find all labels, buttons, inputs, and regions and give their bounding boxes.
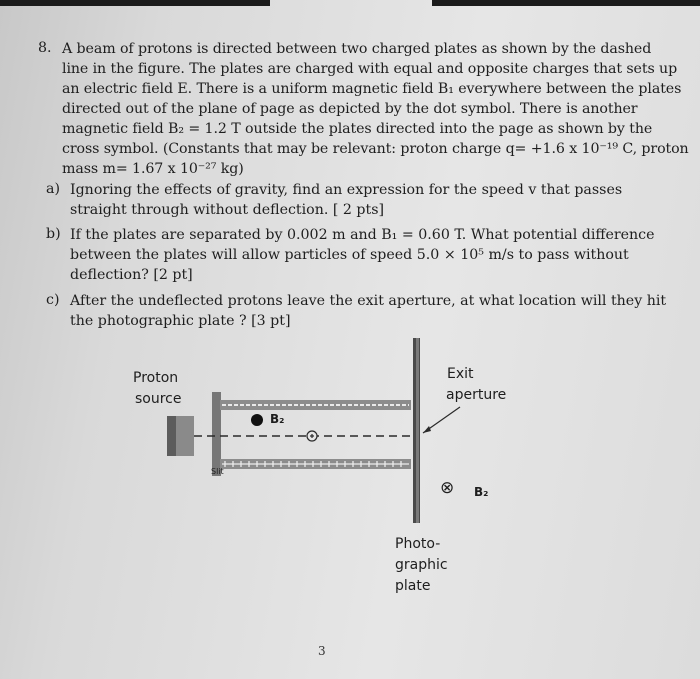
b-field-dot-icon xyxy=(251,414,263,426)
b-field-inside-label: B₂ xyxy=(270,412,285,426)
question-line: A beam of protons is directed between two charged plates as shown by the dashed xyxy=(62,41,652,57)
part-a-label: a) xyxy=(46,181,60,197)
photographic-plate-label-line3: plate xyxy=(395,578,431,594)
proton-source-label-line1: Proton xyxy=(133,370,179,386)
question-line: mass m= 1.67 x 10⁻²⁷ kg) xyxy=(62,161,244,177)
proton-source-label-line2: source xyxy=(135,391,182,407)
part-b-line: between the plates will allow particles of speed 5.0 × 10⁵ m/s to pass without xyxy=(70,247,629,263)
exit-aperture-label-line1: Exit xyxy=(447,366,474,382)
question-line: magnetic field B₂ = 1.2 T outside the plates directed into the page as shown by the xyxy=(62,121,653,137)
part-c-line: After the undeflected protons leave the exit aperture, at what location will they hit xyxy=(70,293,667,309)
question-line: cross symbol. (Constants that may be relevant: proton charge q= +1.6 x 10⁻¹⁹ C, proton xyxy=(62,141,689,157)
b-field-outside-label: B₂ xyxy=(474,485,489,499)
part-c-line: the photographic plate ? [3 pt] xyxy=(70,313,291,329)
photographic-plate-label-line1: Photo- xyxy=(395,536,441,552)
exit-aperture-label-line2: aperture xyxy=(446,387,507,403)
part-b-label: b) xyxy=(46,226,61,242)
part-b-line: If the plates are separated by 0.002 m and B₁ = 0.60 T. What potential difference xyxy=(70,227,655,243)
question-line: directed out of the plane of page as depicted by the dot symbol. There is another xyxy=(62,101,638,117)
question-number: 8. xyxy=(38,40,52,56)
part-a-line: straight through without deflection. [ 2 pts] xyxy=(70,202,385,218)
part-b-line: deflection? [2 pt] xyxy=(70,267,193,283)
slit-plate xyxy=(212,392,221,476)
part-c-label: c) xyxy=(46,292,60,308)
proton-source-shade xyxy=(176,416,194,456)
page-number: 3 xyxy=(318,644,326,658)
question-line: line in the figure. The plates are charged with equal and opposite charges that sets up xyxy=(62,61,678,77)
question-line: an electric field E. There is a uniform magnetic field B₁ everywhere between the plates xyxy=(62,81,682,97)
part-a-line: Ignoring the effects of gravity, find an expression for the speed v that passes xyxy=(70,182,623,198)
slit-label: Slit xyxy=(211,467,224,476)
cross-into-page-icon: ⊗ xyxy=(440,478,455,498)
photographic-plate-label-line2: graphic xyxy=(395,557,448,573)
